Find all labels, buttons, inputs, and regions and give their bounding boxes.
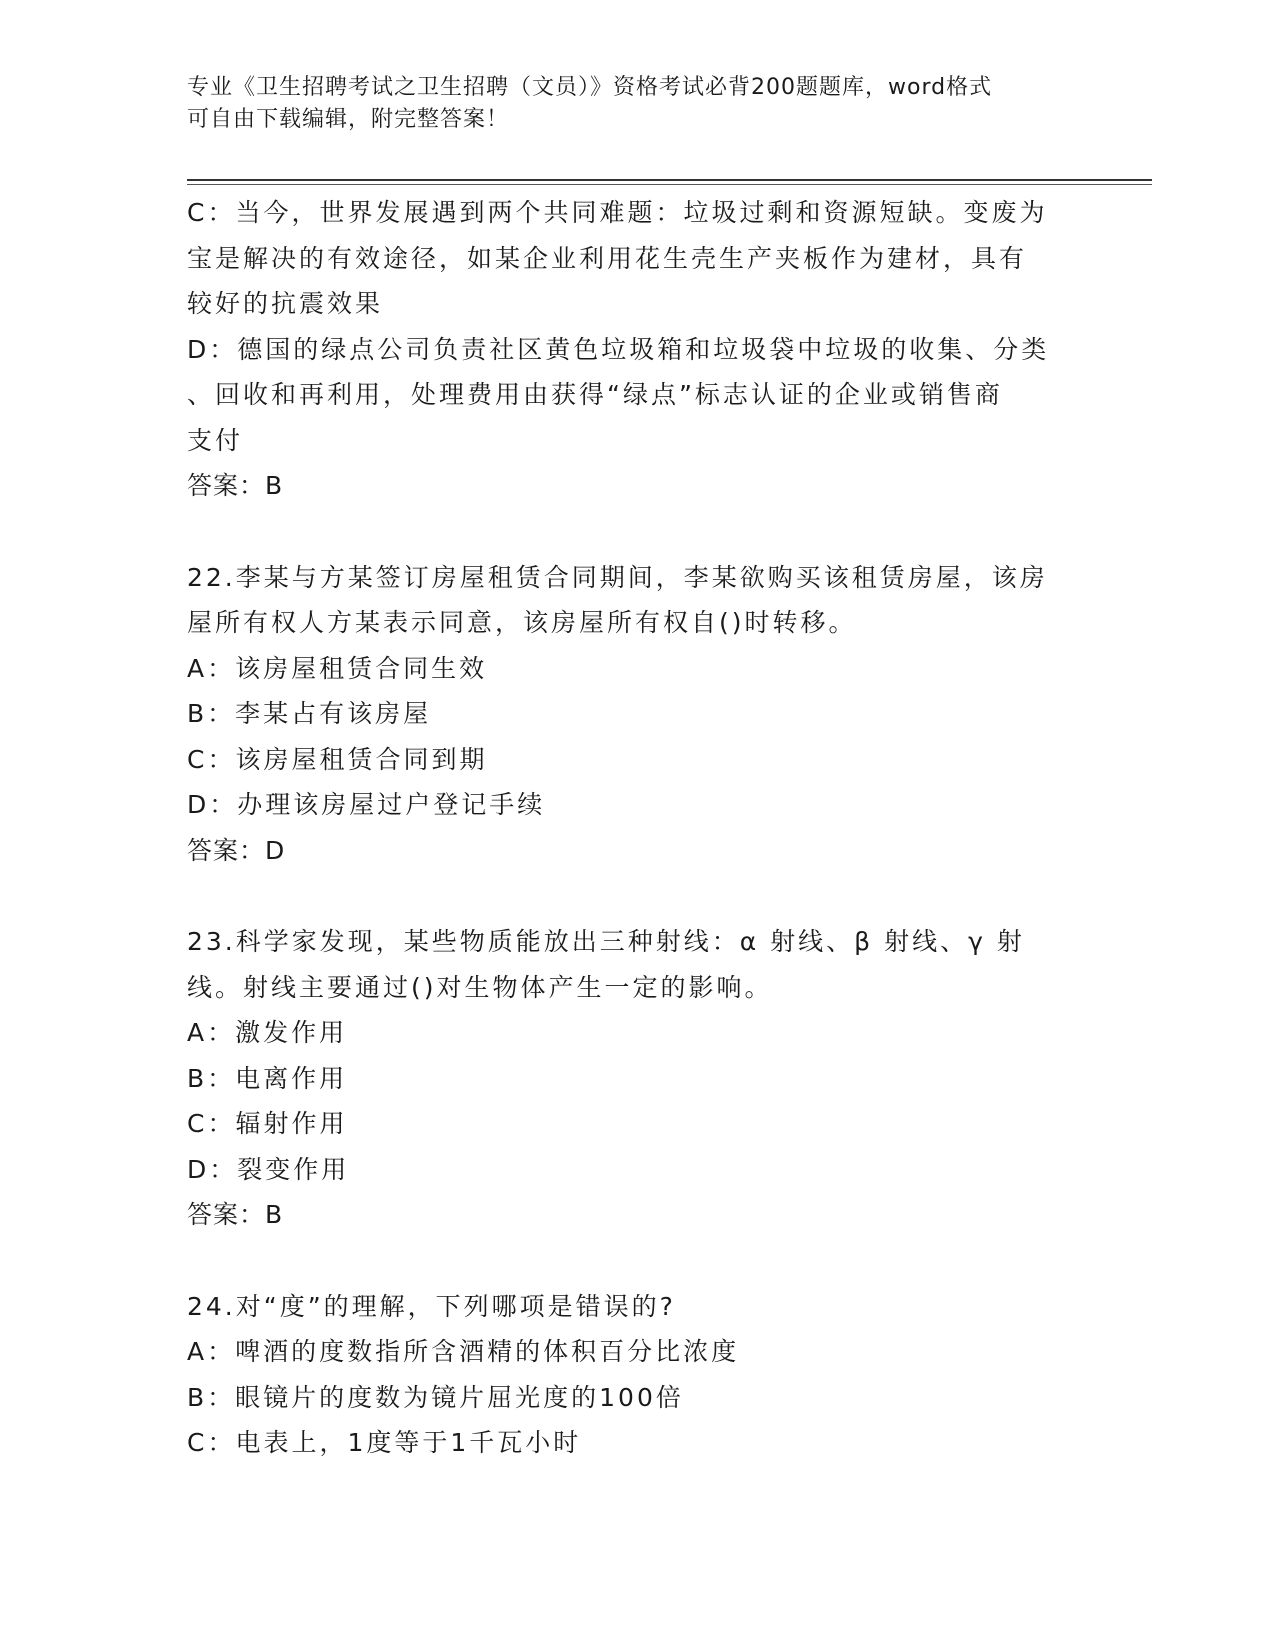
question-22-option-a: A：该房屋租赁合同生效 [187,653,488,683]
question-24-option-c: C：电表上，1度等于1千瓦小时 [187,1428,582,1457]
question-23-answer: 答案：B [187,1200,284,1229]
question-21-option-c-cont: 较好的抗震效果 [187,289,384,318]
question-23-option-a: A：激发作用 [187,1018,348,1047]
question-24-stem: 24.对“度”的理解，下列哪项是错误的? [187,1291,676,1321]
header-divider-thick [187,179,1152,181]
question-23-stem-cont: 线。射线主要通过()对生物体产生一定的影响。 [187,972,773,1002]
question-21 [187,190,1087,509]
question-21-option-c: C：当今，世界发展遇到两个共同难题：垃圾过剩和资源短缺。变废为 [187,198,1048,227]
header-divider-thin [187,184,1152,185]
question-24-option-a: A：啤酒的度数指所含酒精的体积百分比浓度 [187,1337,740,1366]
question-23-option-b: B：电离作用 [187,1063,348,1093]
question-21-option-d-cont: 支付 [187,425,244,455]
spacer [187,1238,1087,1284]
question-22-option-b: B：李某占有该房屋 [187,699,432,728]
question-24 [187,1284,1087,1466]
document-header [187,72,1087,136]
question-24-option-b: B：眼镜片的度数为镜片屈光度的100倍 [187,1382,684,1412]
spacer [187,873,1087,919]
question-list [187,190,1087,1466]
question-22-stem: 22.李某与方某签订房屋租赁合同期间，李某欲购买该租赁房屋，该房 [187,562,1048,592]
question-21-option-c-cont: 宝是解决的有效途径，如某企业利用花生壳生产夹板作为建材，具有 [187,243,1028,273]
question-21-option-d-cont: 、回收和再利用，处理费用由获得“绿点”标志认证的企业或销售商 [187,380,1003,409]
header-title-line-1: 专业《卫生招聘考试之卫生招聘（文员）》资格考试必背200题题库，word格式 [187,75,993,100]
question-22 [187,555,1087,874]
question-21-option-d: D：德国的绿点公司负责社区黄色垃圾箱和垃圾袋中垃圾的收集、分类 [187,334,1050,364]
question-22-option-c: C：该房屋租赁合同到期 [187,744,488,774]
question-23-option-d: D：裂变作用 [187,1154,350,1184]
question-23-option-c: C：辐射作用 [187,1109,348,1138]
question-22-stem-cont: 屋所有权人方某表示同意，该房屋所有权自()时转移。 [187,608,857,637]
header-title-line-2: 可自由下载编辑，附完整答案！ [187,107,510,132]
spacer [187,509,1087,555]
question-23-stem: 23.科学家发现，某些物质能放出三种射线：α 射线、β 射线、γ 射 [187,927,1025,956]
question-21-answer: 答案：B [187,471,284,500]
question-23 [187,919,1087,1238]
question-22-option-d: D：办理该房屋过户登记手续 [187,790,546,819]
question-22-answer: 答案：D [187,835,286,865]
